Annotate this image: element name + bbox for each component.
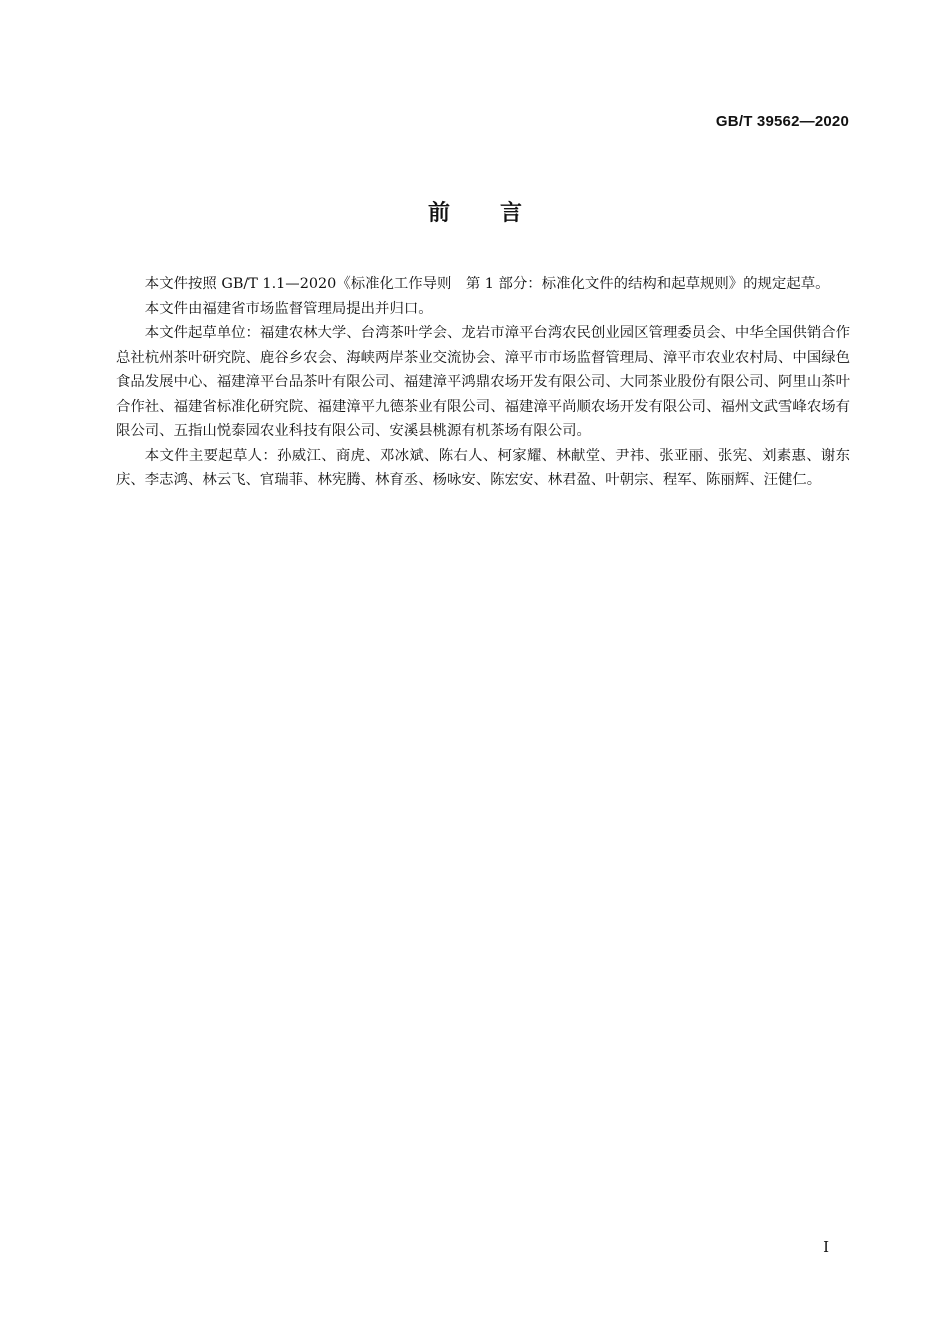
standard-code: GB/T 39562—2020 [715,113,849,130]
page-title: 前言 [427,201,572,226]
paragraph-drafting-rules: 本文件按照 GB/T 1.1—2020《标准化工作导则 第 1 部分：标准化文件的结构和起草规则》的规定起草。 [144,276,830,292]
paragraph-drafters: 本文件主要起草人：孙威江、商虎、邓冰斌、陈右人、柯家耀、林献堂、尹祎、张亚丽、张宪、刘素惠、谢东庆、李志鸿、林云飞、官瑞菲、林宪腾、林育丞、杨咏安、陈宏安、林君盈、叶朝宗、程军、陈丽辉、汪健仁。 [116,447,850,488]
paragraph-drafting-units: 本文件起草单位：福建农林大学、台湾茶叶学会、龙岩市漳平台湾农民创业园区管理委员会、中华全国供销合作总社杭州茶叶研究院、鹿谷乡农会、海峡两岸茶业交流协会、漳平市市场监督管理局、漳平市农业农村局、中国绿色食品发展中心、福建漳平台品茶叶有限公司、福建漳平鸿鼎农场开发有限公司、大同茶业股份有限公司、阿里山茶叶合作社、福建省标准化研究院、福建漳平九德茶业有限公司、福建漳平尚顺农场开发有限公司、福州文武雪峰农场有限公司、五指山悦泰园农业科技有限公司、安溪县桃源有机茶场有限公司。 [116,325,850,439]
paragraph-proposer: 本文件由福建省市场监督管理局提出并归口。 [144,300,433,317]
foreword-body [116,272,850,493]
page-number: I [823,1238,829,1256]
